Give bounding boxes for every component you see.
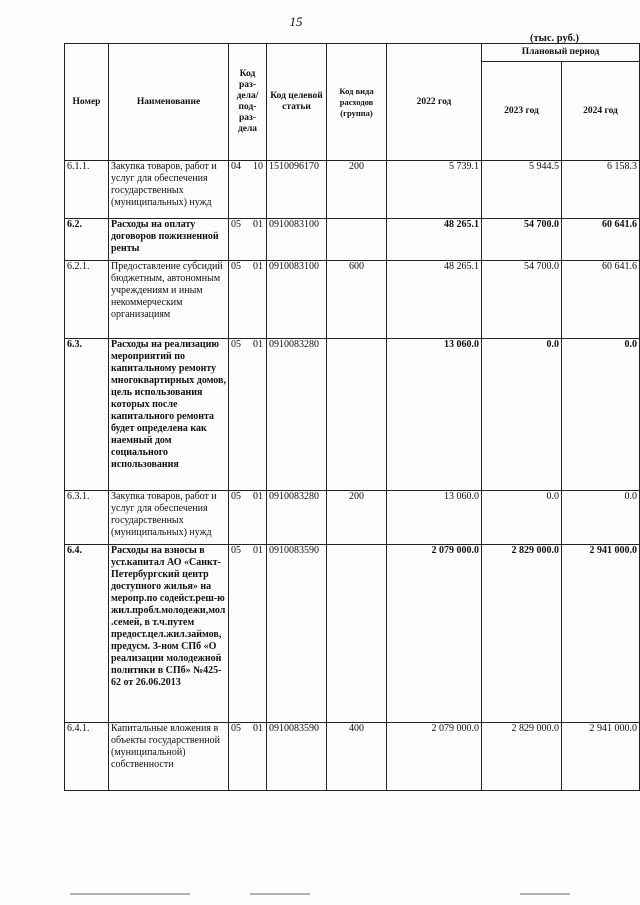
section: 05 bbox=[231, 339, 241, 350]
row-section-code bbox=[229, 723, 267, 791]
header-2022: 2022 год bbox=[387, 44, 482, 161]
row-name: Закупка товаров, работ и услуг для обеспечения государственных (муниципальных) нужд bbox=[109, 161, 229, 219]
row-2024: 2 941 000.0 bbox=[562, 723, 640, 791]
row-target-code: 0910083100 bbox=[267, 219, 327, 261]
row-expense-group bbox=[327, 545, 387, 723]
row-target-code: 0910083590 bbox=[267, 545, 327, 723]
row-name: Расходы на реализацию мероприятий по капитальному ремонту многоквартирных домов, цель использования которых после капитального ремонта будет определена как наемный дом социального использования bbox=[109, 339, 229, 491]
table-row bbox=[65, 339, 640, 491]
subsection: 01 bbox=[253, 723, 263, 734]
row-target-code: 0910083280 bbox=[267, 339, 327, 491]
row-target-code: 0910083280 bbox=[267, 491, 327, 545]
row-2022: 48 265.1 bbox=[387, 261, 482, 339]
row-name: Расходы на оплату договоров пожизненной ренты bbox=[109, 219, 229, 261]
subsection: 01 bbox=[253, 261, 263, 272]
row-2022: 5 739.1 bbox=[387, 161, 482, 219]
header-expense-type: Код вида расходов (группа) bbox=[327, 44, 387, 161]
row-2023: 0.0 bbox=[482, 339, 562, 491]
row-2023: 54 700.0 bbox=[482, 261, 562, 339]
row-expense-group: 200 bbox=[327, 161, 387, 219]
row-section-code bbox=[229, 491, 267, 545]
row-name: Предоставление субсидий бюджетным, автономным учреждениям и иным некоммерческим организациям bbox=[109, 261, 229, 339]
row-number: 6.4.1. bbox=[65, 723, 109, 791]
row-2022: 48 265.1 bbox=[387, 219, 482, 261]
section: 05 bbox=[231, 491, 241, 502]
scan-artifact bbox=[520, 893, 570, 895]
row-name: Расходы на взносы в уст.капитал АО «Санкт-Петербургский центр доступного жилья» на меропр.по содейст.реш-ю жил.пробл.молодежи,мол.семей, в т.ч.путем предост.цел.жил.займов, предусм. З-ном СПб «О реализации молодежной политики в СПб» №425-62 от 26.06.2013 bbox=[109, 545, 229, 723]
row-2024: 2 941 000.0 bbox=[562, 545, 640, 723]
unit-note: (тыс. руб.) bbox=[530, 33, 579, 44]
row-2023: 0.0 bbox=[482, 491, 562, 545]
row-number: 6.1.1. bbox=[65, 161, 109, 219]
subsection: 01 bbox=[253, 491, 263, 502]
row-section-code bbox=[229, 219, 267, 261]
section: 05 bbox=[231, 219, 241, 230]
row-2023: 5 944.5 bbox=[482, 161, 562, 219]
table-row bbox=[65, 491, 640, 545]
row-2024: 6 158.3 bbox=[562, 161, 640, 219]
row-section-code bbox=[229, 339, 267, 491]
row-2023: 2 829 000.0 bbox=[482, 723, 562, 791]
budget-table bbox=[64, 43, 640, 791]
subsection: 01 bbox=[253, 545, 263, 556]
row-target-code: 0910083100 bbox=[267, 261, 327, 339]
header-name: Наименование bbox=[109, 44, 229, 161]
subsection: 10 bbox=[253, 161, 263, 172]
row-number: 6.3. bbox=[65, 339, 109, 491]
row-2022: 13 060.0 bbox=[387, 339, 482, 491]
header-planned-period: Плановый период bbox=[482, 44, 640, 62]
row-2024: 60 641.6 bbox=[562, 219, 640, 261]
row-expense-group bbox=[327, 219, 387, 261]
row-expense-group: 400 bbox=[327, 723, 387, 791]
row-2023: 2 829 000.0 bbox=[482, 545, 562, 723]
row-target-code: 0910083590 bbox=[267, 723, 327, 791]
row-target-code: 1510096170 bbox=[267, 161, 327, 219]
section: 05 bbox=[231, 545, 241, 556]
header-target-code: Код целевой статьи bbox=[267, 44, 327, 161]
row-section-code bbox=[229, 261, 267, 339]
table-row bbox=[65, 161, 640, 219]
row-2024: 0.0 bbox=[562, 339, 640, 491]
section: 04 bbox=[231, 161, 241, 172]
row-expense-group bbox=[327, 339, 387, 491]
row-section-code bbox=[229, 161, 267, 219]
row-2023: 54 700.0 bbox=[482, 219, 562, 261]
row-number: 6.3.1. bbox=[65, 491, 109, 545]
row-expense-group: 200 bbox=[327, 491, 387, 545]
row-2022: 2 079 000.0 bbox=[387, 545, 482, 723]
header-2023: 2023 год bbox=[482, 62, 562, 161]
row-2022: 13 060.0 bbox=[387, 491, 482, 545]
header-number: Номер bbox=[65, 44, 109, 161]
header-section-code: Код раз-дела/под-раз-дела bbox=[229, 44, 267, 161]
table-row bbox=[65, 219, 640, 261]
row-number: 6.2. bbox=[65, 219, 109, 261]
table-row bbox=[65, 261, 640, 339]
row-name: Закупка товаров, работ и услуг для обеспечения государственных (муниципальных) нужд bbox=[109, 491, 229, 545]
subsection: 01 bbox=[253, 339, 263, 350]
subsection: 01 bbox=[253, 219, 263, 230]
row-section-code bbox=[229, 545, 267, 723]
row-expense-group: 600 bbox=[327, 261, 387, 339]
row-2024: 60 641.6 bbox=[562, 261, 640, 339]
row-name: Капитальные вложения в объекты государственной (муниципальной) собственности bbox=[109, 723, 229, 791]
row-2024: 0.0 bbox=[562, 491, 640, 545]
row-number: 6.4. bbox=[65, 545, 109, 723]
table-row bbox=[65, 545, 640, 723]
scan-artifact bbox=[70, 893, 190, 895]
section: 05 bbox=[231, 723, 241, 734]
page-number: 15 bbox=[289, 14, 303, 29]
scan-artifact bbox=[250, 893, 310, 895]
section: 05 bbox=[231, 261, 241, 272]
row-number: 6.2.1. bbox=[65, 261, 109, 339]
table-row bbox=[65, 723, 640, 791]
row-2022: 2 079 000.0 bbox=[387, 723, 482, 791]
header-2024: 2024 год bbox=[562, 62, 640, 161]
